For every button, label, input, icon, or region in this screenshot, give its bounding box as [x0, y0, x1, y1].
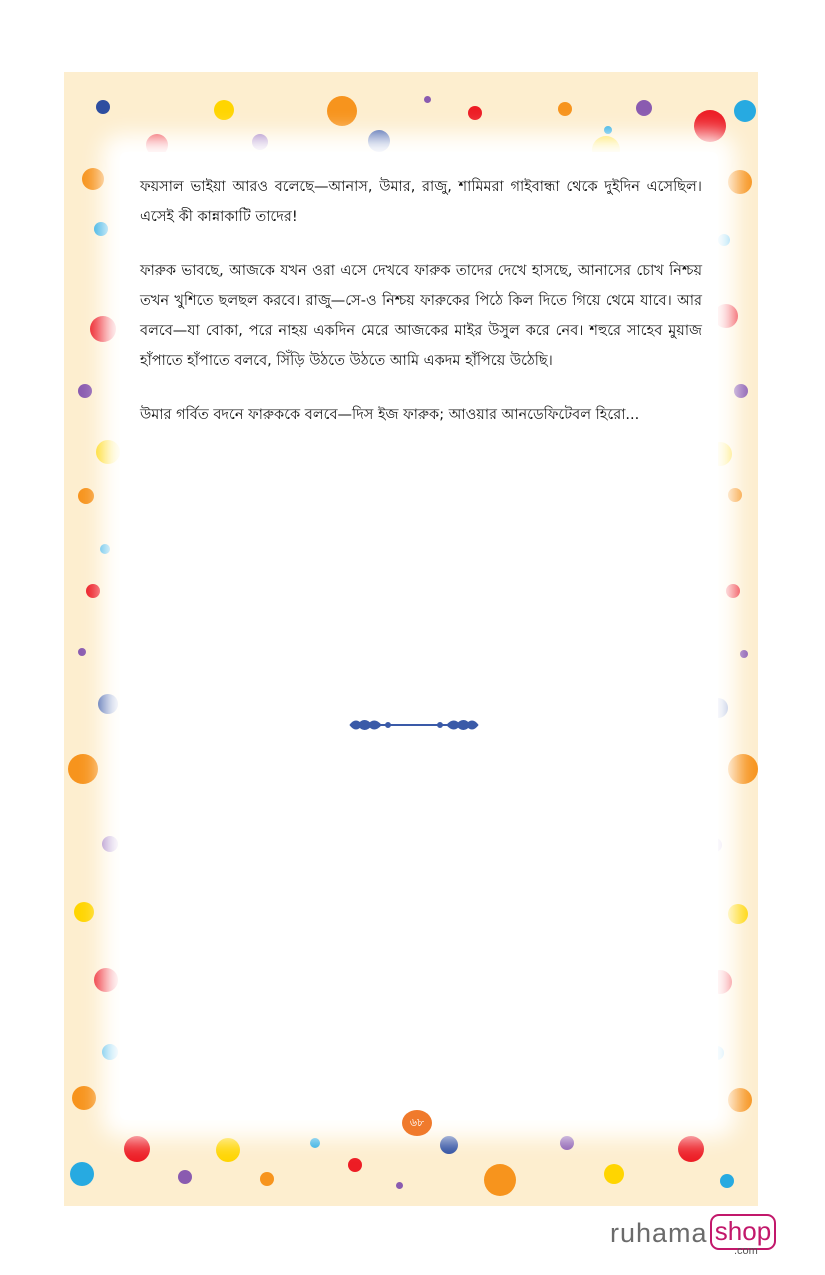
- confetti-dot: [252, 134, 268, 150]
- confetti-dot: [604, 1164, 624, 1184]
- confetti-dot: [96, 440, 120, 464]
- confetti-dot: [636, 100, 652, 116]
- floral-divider-icon: [348, 712, 480, 738]
- confetti-dot: [214, 100, 234, 120]
- paragraph-1: ফয়সাল ভাইয়া আরও বলেছে—আনাস, উমার, রাজু, শামিমরা গাইবান্ধা থেকে দুইদিন এসেছিল। এসেই কী কান্নাকাটি তাদের!: [140, 179, 702, 225]
- confetti-dot: [368, 130, 390, 152]
- confetti-dot: [72, 1086, 96, 1110]
- confetti-dot: [327, 96, 357, 126]
- confetti-dot: [96, 100, 110, 114]
- confetti-dot: [124, 1136, 150, 1162]
- confetti-dot: [310, 1138, 320, 1148]
- paragraph-2: ফারুক ভাবছে, আজকে যখন ওরা এসে দেখবে ফারুক তাদের দেখে হাসছে, আনাসের চোখ নিশ্চয় তখন খুশিতে ছলছল করবে। রাজু—সে-ও নিশ্চয় ফারুকের পিঠে কিল দিতে গিয়ে থেমে যাবে। আর বলবে—যা বোকা, পরে নাহয় একদিন মেরে আজকের মাইর উসুল করে নেব। শহুরে সাহেব মুয়াজ হাঁপাতে হাঁপাতে বলবে, সিঁড়ি উঠতে উঠতে আমি একদম হাঁপিয়ে উঠেছি।: [140, 263, 702, 369]
- confetti-dot: [78, 488, 94, 504]
- confetti-dot: [98, 694, 118, 714]
- confetti-dot: [694, 110, 726, 142]
- confetti-dot: [484, 1164, 516, 1196]
- confetti-dot: [82, 168, 104, 190]
- confetti-dot: [718, 234, 730, 246]
- ruhamashop-watermark-logo: [610, 1212, 780, 1258]
- confetti-dot: [396, 1182, 403, 1189]
- confetti-dot: [728, 904, 748, 924]
- confetti-dot: [86, 584, 100, 598]
- confetti-dot: [424, 96, 431, 103]
- confetti-dot: [70, 1162, 94, 1186]
- confetti-dot: [720, 1174, 734, 1188]
- confetti-dot: [734, 100, 756, 122]
- story-text: [140, 172, 702, 454]
- page-number: ৬৮: [402, 1110, 432, 1136]
- book-page: [64, 72, 758, 1206]
- confetti-dot: [94, 222, 108, 236]
- confetti-dot: [102, 836, 118, 852]
- confetti-dot: [740, 650, 748, 658]
- watermark-text-com: .com: [734, 1245, 758, 1257]
- confetti-dot: [468, 106, 482, 120]
- confetti-dot: [78, 648, 86, 656]
- confetti-dot: [178, 1170, 192, 1184]
- confetti-dot: [728, 754, 758, 784]
- confetti-dot: [90, 316, 116, 342]
- confetti-dot: [728, 488, 742, 502]
- confetti-dot: [348, 1158, 362, 1172]
- confetti-dot: [216, 1138, 240, 1162]
- confetti-dot: [94, 968, 118, 992]
- confetti-dot: [604, 126, 612, 134]
- confetti-dot: [726, 584, 740, 598]
- confetti-dot: [728, 1088, 752, 1112]
- text-panel: [120, 152, 718, 1120]
- paragraph-3: উমার গর্বিত বদনে ফারুককে বলবে—দিস ইজ ফারুক; আওয়ার আনডেফিটেবল হিরো...: [140, 407, 640, 423]
- confetti-dot: [78, 384, 92, 398]
- confetti-dot: [74, 902, 94, 922]
- confetti-dot: [260, 1172, 274, 1186]
- watermark-text-shop: shop: [710, 1214, 776, 1250]
- confetti-dot: [100, 544, 110, 554]
- confetti-dot: [558, 102, 572, 116]
- watermark-text-ruhama: ruhama: [610, 1218, 708, 1248]
- confetti-dot: [678, 1136, 704, 1162]
- confetti-dot: [102, 1044, 118, 1060]
- confetti-dot: [68, 754, 98, 784]
- confetti-dot: [440, 1136, 458, 1154]
- confetti-dot: [560, 1136, 574, 1150]
- confetti-dot: [728, 170, 752, 194]
- confetti-dot: [734, 384, 748, 398]
